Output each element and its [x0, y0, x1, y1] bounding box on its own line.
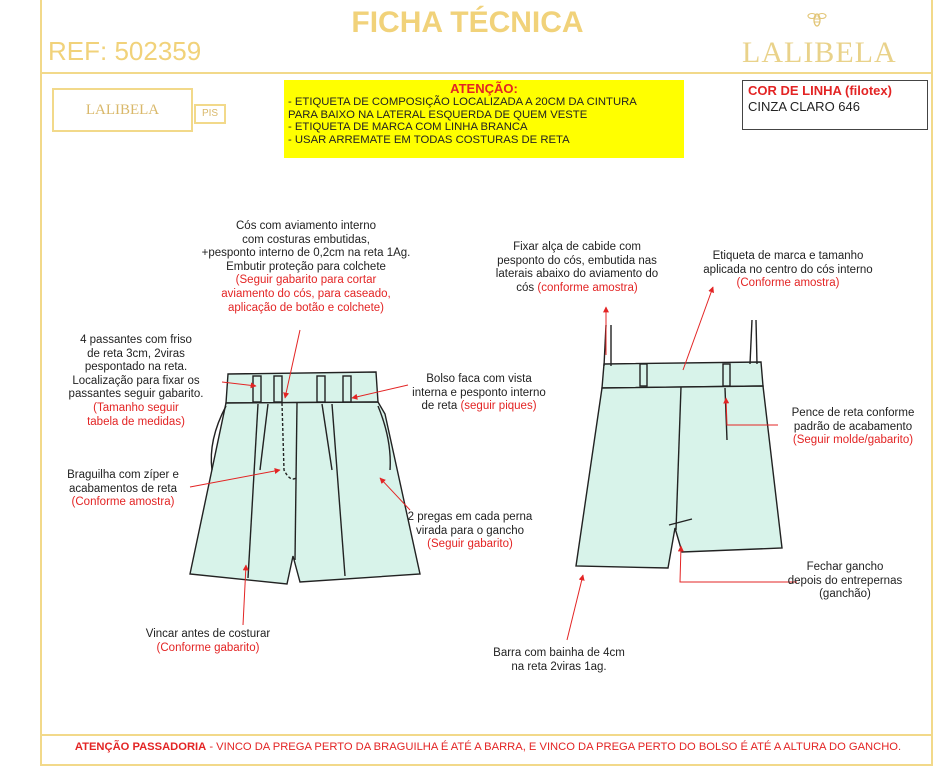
note-line: de reta 3cm, 2viras	[87, 347, 185, 360]
ironing-note	[44, 741, 932, 753]
note-line: Braguilha com zíper e	[67, 469, 179, 481]
ironing-note-label: ATENÇÃO PASSADORIA	[74, 741, 207, 753]
note-belt-loops	[48, 334, 224, 429]
attention-line: - USAR ARREMATE EM TODAS COSTURAS DE RETA	[288, 133, 570, 146]
note-line: Cós com aviamento interno	[236, 220, 376, 232]
note-line-red: aviamento do cós, para caseado,	[221, 287, 391, 300]
note-line-red: (Tamanho seguir	[93, 401, 179, 414]
note-fly	[50, 469, 196, 510]
note-text: cós	[516, 281, 538, 294]
note-line	[395, 400, 563, 414]
hanger-strap-right	[756, 320, 757, 364]
note-line: (ganchão)	[819, 588, 871, 601]
note-line: virada para o gancho	[415, 524, 525, 537]
thread-color-value: CINZA CLARO 646	[748, 99, 860, 114]
note-brand-label	[688, 250, 888, 291]
note-line: Etiqueta de marca e tamanho	[712, 250, 864, 262]
note-pleats	[392, 511, 548, 552]
note-line-red: (Conforme amostra)	[736, 277, 840, 290]
note-line: laterais abaixo do aviamento do	[495, 268, 659, 281]
note-line-red: aplicação de botão e colchete)	[228, 301, 384, 314]
reference-code: REF: 502359	[48, 36, 202, 66]
note-line: Bolso faca com vista	[426, 373, 532, 385]
note-line-red: (Seguir gabarito para cortar	[235, 274, 377, 287]
front-waistband	[226, 372, 378, 403]
belt-loop	[253, 376, 261, 402]
note-text-red: (conforme amostra)	[537, 281, 638, 294]
note-line: depois do entrepernas	[787, 574, 903, 587]
ironing-note-text: - VINCO DA PREGA PERTO DA BRAGUILHA É ATÉ A BARRA, E VINCO DA PREGA PERTO DO BOLSO É ATÉ A ALTURA DO GANCHO.	[206, 741, 902, 753]
back-belt-loop	[640, 364, 647, 386]
note-line	[474, 282, 680, 296]
attention-line: - ETIQUETA DE COMPOSIÇÃO LOCALIZADA A 20CM DA CINTURA	[288, 96, 637, 108]
note-crotch	[780, 561, 910, 602]
note-line: Localização para fixar os	[72, 374, 200, 387]
note-pocket	[395, 373, 563, 414]
brand-logo: LALIBELA	[742, 36, 897, 69]
belt-loop	[274, 376, 282, 402]
note-line: acabamentos de reta	[68, 482, 178, 495]
back-belt-loop	[723, 364, 730, 386]
note-line: na reta 2viras 1ag.	[511, 660, 607, 673]
note-line: interna e pesponto interno	[412, 386, 546, 399]
pis-tag: PIS	[194, 104, 226, 124]
back-waistband	[602, 362, 763, 388]
note-line-red: (Seguir molde/gabarito)	[792, 434, 914, 447]
note-line-red: (Seguir gabarito)	[427, 538, 513, 551]
brand-label-sample: LALIBELA	[52, 88, 193, 132]
note-line: Embutir proteção para colchete	[226, 260, 386, 273]
note-line-red: tabela de medidas)	[87, 415, 185, 428]
note-text: de reta	[421, 400, 461, 413]
note-hanger-strap	[474, 241, 680, 295]
thread-color-title: COR DE LINHA (filotex)	[748, 83, 892, 98]
note-line: Barra com bainha de 4cm	[493, 647, 625, 659]
note-line: Fixar alça de cabide com	[513, 241, 641, 253]
note-line: 4 passantes com friso	[80, 334, 192, 346]
note-line: Pence de reta conforme	[791, 407, 915, 419]
note-waistband	[176, 220, 436, 315]
hanger-strap-right	[750, 320, 752, 364]
note-line: 2 pregas em cada perna	[407, 511, 533, 523]
back-body	[576, 386, 782, 568]
attention-line: - ETIQUETA DE MARCA COM LINHA BRANCA	[288, 121, 528, 134]
note-line: padrão de acabamento	[793, 420, 913, 433]
note-line: Fechar gancho	[806, 561, 884, 573]
note-text-red: (seguir piques)	[460, 400, 537, 413]
note-line: +pesponto interno de 0,2cm na reta 1Ag.	[201, 247, 411, 260]
note-line-red: (Conforme amostra)	[71, 496, 175, 509]
belt-loop	[317, 376, 325, 402]
attention-line: PARA BAIXO NA LATERAL ESQUERDA DE QUEM VESTE	[288, 108, 588, 121]
note-line: com costuras embutidas,	[242, 233, 370, 246]
note-hem	[474, 647, 644, 674]
note-dart	[778, 407, 928, 448]
page-title: FICHA TÉCNICA	[351, 6, 584, 39]
back-shorts-drawing	[576, 320, 782, 568]
note-crease	[120, 628, 296, 655]
note-line: aplicada no centro do cós interno	[703, 263, 873, 276]
note-line-red: (Conforme gabarito)	[156, 641, 260, 654]
note-line: passantes seguir gabarito.	[68, 388, 204, 401]
belt-loop	[343, 376, 351, 402]
note-line: pesponto do cós, embutida nas	[497, 254, 657, 267]
note-line: Vincar antes de costurar	[145, 628, 271, 640]
front-shorts-drawing	[190, 372, 420, 584]
note-line: pespontado na reta.	[84, 361, 188, 374]
attention-heading: ATENÇÃO:	[450, 81, 518, 96]
